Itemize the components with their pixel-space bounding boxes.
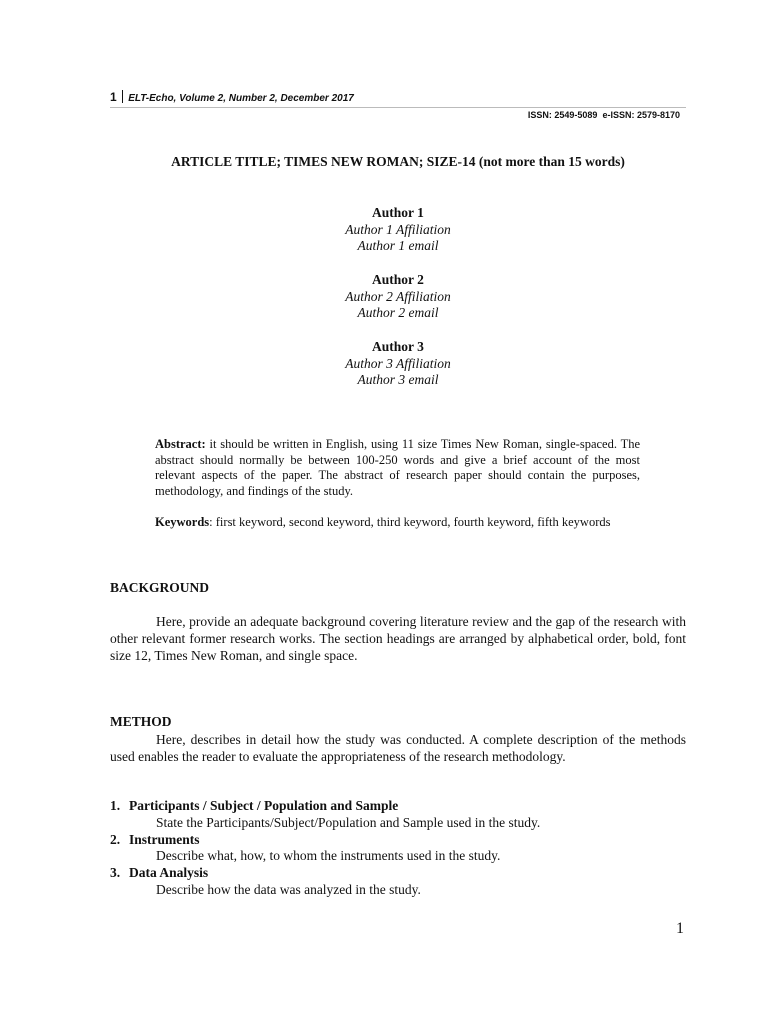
list-number: 3.	[110, 865, 121, 881]
list-item	[110, 865, 686, 899]
running-header	[110, 90, 354, 104]
abstract-text: it should be written in English, using 11 size Times New Roman, single-spaced. The abstract should normally be between 100-250 words and give a brief account of the most relevant aspects of the paper. The abstract of research paper should contain the purposes, methodology, and findings of the study.	[155, 437, 641, 498]
method-heading: METHOD	[110, 714, 172, 729]
author-name: Author 3	[372, 339, 424, 354]
header-divider	[122, 90, 124, 103]
background-paragraph: Here, provide an adequate background covering literature review and the gap of the research with other relevant former research works. The section headings are arranged by alphabetical order, bold, font size 12, Times New Roman, and single space.	[110, 614, 686, 663]
issn-line	[528, 110, 680, 120]
list-item-title: Instruments	[129, 831, 200, 847]
author-email: Author 2 email	[357, 305, 439, 320]
method-list	[110, 798, 686, 899]
list-item-title: Participants / Subject / Population and Sample	[129, 798, 399, 813]
author-block-1	[110, 205, 686, 255]
author-block-2	[110, 272, 686, 322]
list-item	[110, 798, 686, 832]
author-email: Author 3 email	[357, 372, 439, 387]
article-title: ARTICLE TITLE; TIMES NEW ROMAN; SIZE-14 (not more than 15 words)	[171, 154, 625, 169]
header-rule	[110, 107, 686, 108]
author-affiliation: Author 2 Affiliation	[345, 288, 451, 304]
list-item	[110, 832, 686, 866]
abstract	[155, 437, 640, 499]
author-email: Author 1 email	[357, 238, 439, 253]
list-item-description: Describe how the data was analyzed in the study.	[156, 881, 421, 897]
method-paragraph: Here, describes in detail how the study was conducted. A complete description of the methods used enables the reader to evaluate the appropriateness of the research methodology.	[110, 732, 686, 764]
abstract-label: Abstract:	[155, 437, 206, 451]
list-item-description: Describe what, how, to whom the instruments used in the study.	[156, 848, 501, 864]
list-item-description: State the Participants/Subject/Population and Sample used in the study.	[156, 814, 541, 830]
keywords-label: Keywords	[155, 515, 210, 529]
keywords-text: : first keyword, second keyword, third keyword, fourth keyword, fifth keywords	[209, 515, 611, 529]
keywords	[155, 515, 640, 531]
author-block-3	[110, 339, 686, 389]
list-number: 1.	[110, 798, 121, 813]
list-item-title: Data Analysis	[129, 865, 209, 881]
author-affiliation: Author 1 Affiliation	[345, 221, 451, 237]
list-number: 2.	[110, 831, 121, 847]
issn: ISSN: 2549-5089	[527, 110, 598, 120]
author-name: Author 2	[372, 272, 424, 287]
header-page-number: 1	[110, 90, 117, 104]
eissn: e-ISSN: 2579-8170	[602, 110, 680, 120]
journal-citation: ELT-Echo, Volume 2, Number 2, December 2017	[128, 93, 354, 104]
author-name: Author 1	[372, 205, 424, 220]
background-heading: BACKGROUND	[110, 580, 210, 595]
author-affiliation: Author 3 Affiliation	[345, 355, 451, 371]
footer-page-number: 1	[676, 920, 684, 937]
